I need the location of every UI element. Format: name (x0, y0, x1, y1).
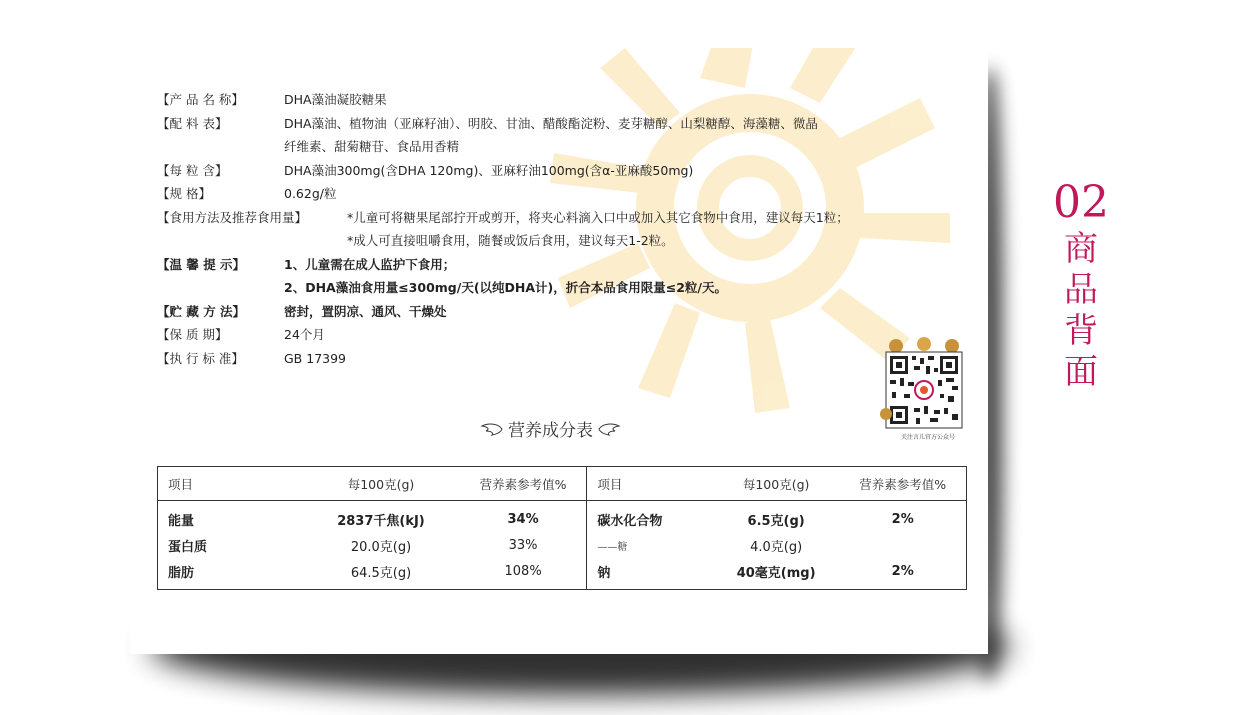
table-cell: 6.5克(g) (747, 513, 805, 529)
info-row-shelf-life (157, 323, 849, 347)
table-cell: 108% (460, 558, 587, 590)
info-label: 【温 馨 提 示】 (157, 256, 246, 272)
col-header: 项目 (158, 467, 303, 501)
info-row-tips-cont (157, 276, 849, 300)
info-label: 【食用方法及推荐食用量】 (157, 209, 308, 225)
info-row-name (157, 88, 849, 112)
info-row-usage-cont (157, 229, 849, 253)
info-row-spec (157, 182, 849, 206)
table-cell: 33% (460, 532, 587, 558)
info-value: 24个月 (284, 327, 325, 342)
info-row-per-capsule (157, 159, 849, 183)
col-header: 每100克(g) (302, 467, 460, 501)
table-row (158, 558, 967, 590)
info-value: GB 17399 (284, 350, 346, 366)
section-number: 02 (1053, 177, 1109, 228)
info-row-tips (157, 253, 849, 277)
wing-right-icon (597, 422, 621, 436)
info-row-storage (157, 300, 849, 324)
table-cell: 碳水化合物 (597, 513, 663, 529)
info-value: 密封，置阴凉、通风、干燥处 (284, 303, 447, 319)
info-value: DHA藻油300mg(含DHA 120mg)、亚麻籽油100mg(含α-亚麻酸50mg) (284, 162, 694, 178)
info-row-ingredients-cont (157, 135, 849, 159)
info-label: 【规 格】 (157, 186, 211, 201)
info-value: DHA藻油、植物油（亚麻籽油）、明胶、甘油、醋酸酯淀粉、麦芽糖醇、山梨糖醇、海藻糖、微晶 (284, 115, 818, 131)
table-cell: 34% (460, 501, 587, 533)
nutrition-table (157, 466, 967, 590)
qr-code-block (878, 336, 968, 446)
info-label: 【配 料 表】 (157, 115, 228, 131)
info-label: 【每 粒 含】 (157, 162, 228, 178)
col-header: 营养素参考值% (460, 467, 587, 501)
table-cell: 脂肪 (168, 565, 195, 581)
table-header-row (158, 467, 967, 501)
info-label: 【保 质 期】 (157, 327, 228, 342)
section-char: 面 (1064, 352, 1098, 392)
section-label (1048, 178, 1114, 392)
nutrition-title-text: 营养成分表 (508, 421, 593, 441)
info-row-usage (157, 206, 849, 230)
table-cell: 40毫克(mg) (736, 565, 816, 581)
info-label: 【执 行 标 准】 (157, 350, 244, 366)
label-card (130, 48, 988, 654)
info-label: 【贮 藏 方 法】 (157, 303, 246, 319)
table-cell: 64.5克(g) (350, 565, 412, 581)
qr-caption: 关注言儿官方公众号 (900, 434, 955, 441)
section-char: 商 (1064, 229, 1098, 269)
table-cell (839, 532, 966, 558)
section-char: 品 (1064, 270, 1098, 310)
table-cell: 2% (891, 511, 914, 527)
table-cell: 2% (891, 563, 914, 579)
table-cell: 4.0克(g) (750, 539, 803, 555)
info-value: 1、儿童需在成人监护下食用； (284, 256, 456, 272)
table-row (158, 532, 967, 558)
section-char: 背 (1064, 311, 1098, 351)
info-value: DHA藻油凝胶糖果 (284, 92, 387, 107)
info-value: 0.62g/粒 (284, 186, 337, 201)
info-value: 纤维素、甜菊糖苷、食品用香精 (284, 139, 460, 154)
col-header: 项目 (587, 467, 713, 501)
table-cell: 蛋白质 (168, 539, 208, 555)
table-cell: 能量 (168, 513, 195, 529)
table-cell: 钠 (597, 565, 611, 581)
qr-code-icon (878, 336, 970, 430)
info-value: 2、DHA藻油食用量≤300mg/天(以纯DHA计)，折合本品食用限量≤2粒/天。 (284, 280, 727, 295)
product-info (157, 88, 849, 370)
table-cell: ——糖 (597, 541, 628, 553)
info-row-ingredients (157, 112, 849, 136)
table-cell: 20.0克(g) (350, 539, 412, 555)
table-cell: 2837千焦(kJ) (337, 513, 425, 529)
table-row (158, 501, 967, 533)
info-label: 【产 品 名 称】 (157, 92, 244, 107)
info-value: *儿童可将糖果尾部拧开或剪开，将夹心料滴入口中或加入其它食物中食用，建议每天1粒； (347, 209, 849, 225)
col-header: 营养素参考值% (839, 467, 966, 501)
info-value: *成人可直接咀嚼食用，随餐或饭后食用，建议每天1-2粒。 (347, 233, 674, 248)
wing-left-icon (480, 422, 504, 436)
col-header: 每100克(g) (713, 467, 840, 501)
nutrition-title (480, 416, 621, 441)
info-row-standard (157, 347, 849, 371)
